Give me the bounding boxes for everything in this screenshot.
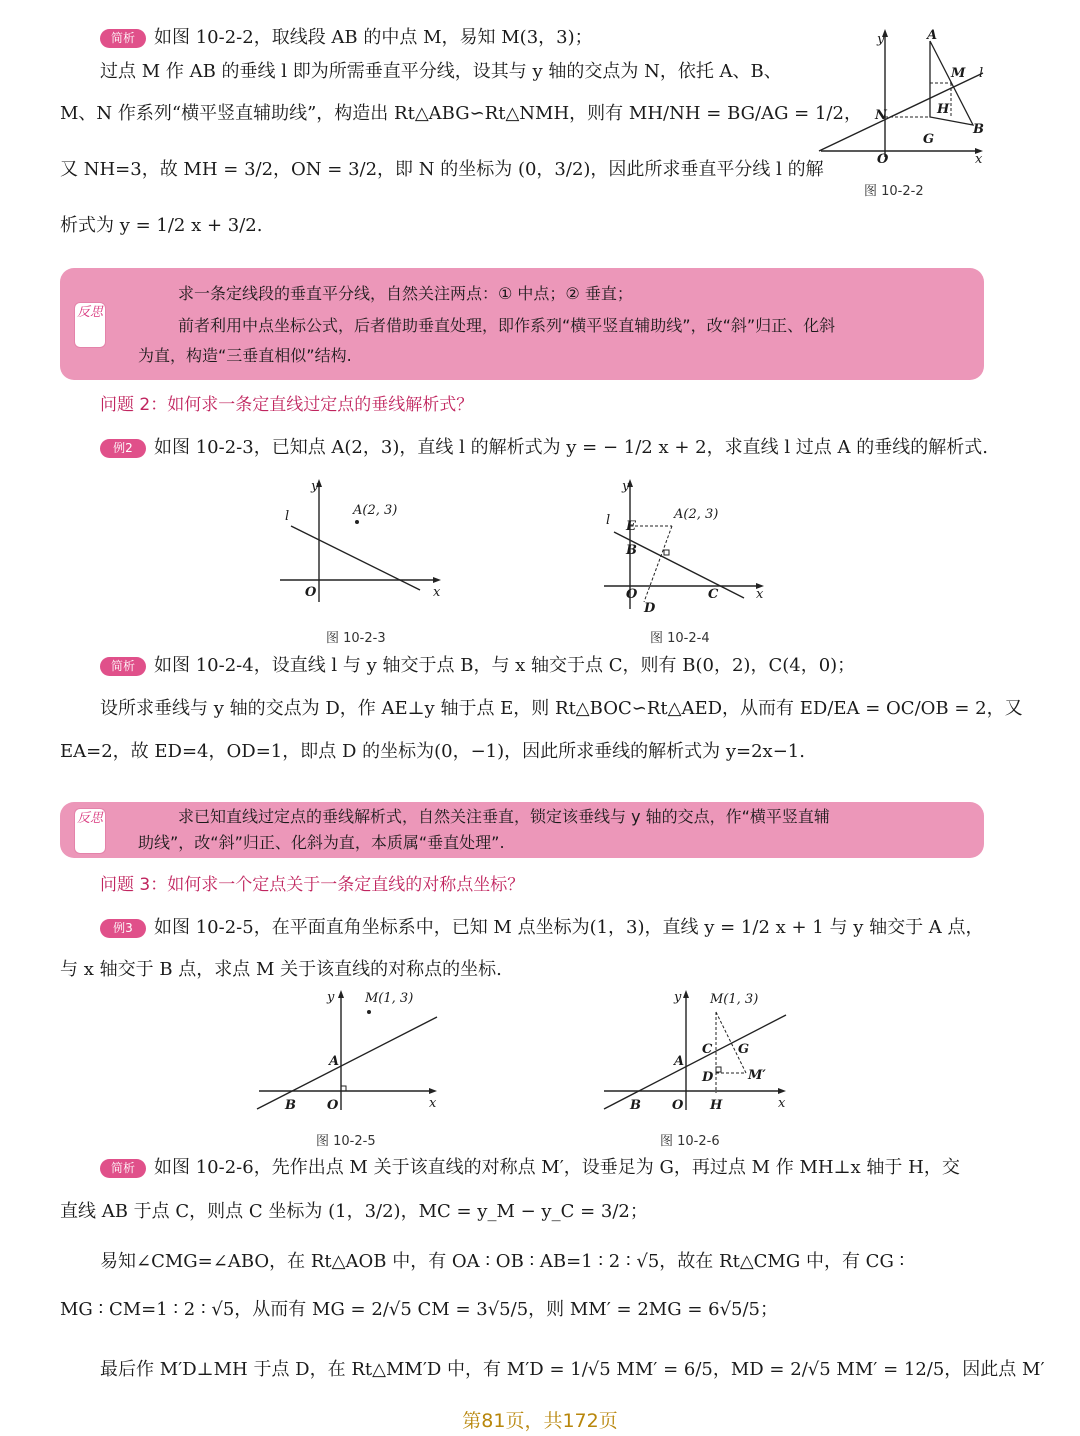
- fig6-label-B: B: [630, 1098, 641, 1113]
- example-3-tag: 例3: [100, 919, 146, 938]
- fig3-label-x: x: [433, 585, 441, 600]
- fig1-label-H: H: [937, 102, 950, 117]
- fig1-label-y: y: [877, 32, 885, 47]
- analysis3-tag: 简析: [100, 1159, 146, 1178]
- fig3-label-y: y: [311, 479, 319, 494]
- fig1-label-l: l: [979, 66, 984, 81]
- question-2: 问题 2：如何求一条定直线过定点的垂线解析式？: [100, 395, 474, 415]
- fig4-label-B: B: [626, 543, 637, 558]
- analysis3-line-1: 简析 如图 10-2-6，先作出点 M 关于该直线的对称点 M′，设垂足为 G，再过点 M 作 MH⊥x 轴于 H，交: [100, 1156, 960, 1180]
- analysis-line-5: 析式为 y = 1/2 x + 3/2.: [60, 215, 263, 236]
- reflection-2-line-2: 助线”，改“斜”归正、化斜为直，本质属“垂直处理”.: [138, 833, 505, 852]
- fig1-label-M: M: [951, 66, 966, 81]
- analysis-line-2: 过点 M 作 AB 的垂线 l 即为所需垂直平分线，设其与 y 轴的交点为 N，依托 A、B、: [100, 61, 782, 82]
- reflection-box-1: [60, 268, 984, 380]
- fig1-label-G: G: [923, 132, 935, 147]
- figure-10-2-5: [255, 985, 445, 1117]
- fig-caption-10-2-3: 图 10-2-3: [326, 631, 386, 646]
- fig-caption-10-2-2: 图 10-2-2: [864, 184, 924, 199]
- fig5-label-B: B: [285, 1098, 296, 1113]
- analysis3-line-4: MG ∶ CM=1 ∶ 2 ∶ √5，从而有 MG = 2/√5 CM = 3√5/5，则 MM′ = 2MG = 6√5/5；: [60, 1299, 779, 1320]
- fig3-label-l: l: [285, 509, 290, 524]
- example-3-line-2: 与 x 轴交于 B 点，求点 M 关于该直线的对称点的坐标.: [60, 959, 502, 980]
- fig5-label-x: x: [429, 1096, 437, 1111]
- fig6-label-A: A: [674, 1054, 685, 1069]
- fig5-label-O: O: [327, 1098, 339, 1113]
- analysis2-line-1: 简析 如图 10-2-4，设直线 l 与 y 轴交于点 B，与 x 轴交于点 C，则有 B(0，2)，C(4，0)；: [100, 654, 855, 678]
- page-indicator: 第81页，共172页: [462, 1410, 618, 1432]
- fig-caption-10-2-6: 图 10-2-6: [660, 1134, 720, 1149]
- fig6-label-G: G: [738, 1042, 750, 1057]
- analysis-tag: 简析: [100, 29, 146, 48]
- analysis-line-4: 又 NH=3，故 MH = 3/2，ON = 3/2，即 N 的坐标为 (0，3/2)，因此所求垂直平分线 l 的解: [60, 159, 824, 180]
- fig3-label-O: O: [305, 585, 317, 600]
- example-2-tag: 例2: [100, 439, 146, 458]
- example-2: 例2 如图 10-2-3，已知点 A(2，3)，直线 l 的解析式为 y = − 1/2 x + 2，求直线 l 过点 A 的垂线的解析式.: [100, 436, 988, 460]
- fig1-label-x: x: [975, 152, 983, 165]
- fig1-label-A: A: [927, 28, 938, 43]
- fig1-label-N: N: [875, 108, 887, 123]
- fig6-label-C: C: [702, 1042, 713, 1057]
- analysis2-tag: 简析: [100, 657, 146, 676]
- analysis-line-1: 简析 如图 10-2-2，取线段 AB 的中点 M，易知 M(3，3)；: [100, 26, 593, 50]
- analysis2-line-2: 设所求垂线与 y 轴的交点为 D，作 AE⊥y 轴于点 E，则 Rt△BOC∽Rt△AED，从而有 ED/EA = OC/OB = 2，又: [100, 698, 1023, 719]
- fig4-label-O: O: [626, 587, 638, 602]
- fig6-label-y: y: [674, 990, 682, 1005]
- reflection-1-line-1: 求一条定线段的垂直平分线，自然关注两点：① 中点；② 垂直；: [178, 284, 633, 303]
- figure-10-2-3: [275, 474, 450, 609]
- fig4-label-D: D: [644, 601, 656, 616]
- fig6-label-x: x: [778, 1096, 786, 1111]
- fig6-label-H: H: [710, 1098, 723, 1113]
- analysis3-line-3: 易知∠CMG=∠ABO，在 Rt△AOB 中，有 OA ∶ OB ∶ AB=1 ∶ 2 ∶ √5，故在 Rt△CMG 中，有 CG ∶: [100, 1251, 905, 1272]
- fig6-label-Mprime: M′: [748, 1068, 766, 1083]
- fig1-label-O: O: [877, 152, 889, 165]
- fig5-label-A: A: [329, 1054, 340, 1069]
- question-3: 问题 3：如何求一个定点关于一条定直线的对称点坐标？: [100, 875, 525, 895]
- figure-10-2-6: [600, 985, 795, 1117]
- reflect-seal-1: 反思: [74, 302, 106, 348]
- reflection-1-line-3: 为直，构造“三垂直相似”结构.: [138, 346, 352, 365]
- fig4-label-C: C: [708, 587, 719, 602]
- fig-caption-10-2-5: 图 10-2-5: [316, 1134, 376, 1149]
- analysis3-line-5: 最后作 M′D⊥MH 于点 D，在 Rt△MM′D 中，有 M′D = 1/√5 MM′ = 6/5，MD = 2/√5 MM′ = 12/5，因此点 M′: [100, 1359, 1045, 1380]
- example-3-line-1: 例3 如图 10-2-5，在平面直角坐标系中，已知 M 点坐标为(1，3)，直线 y = 1/2 x + 1 与 y 轴交于 A 点，: [100, 916, 984, 940]
- fig4-label-y: y: [622, 479, 630, 494]
- fig6-label-M: M(1, 3): [710, 992, 759, 1007]
- reflection-2-line-1: 求已知直线过定点的垂线解析式，自然关注垂直，锁定该垂线与 y 轴的交点，作“横平竖直辅: [178, 807, 830, 826]
- fig4-label-x: x: [756, 587, 764, 602]
- fig5-label-M: M(1, 3): [365, 991, 414, 1006]
- analysis3-line-2: 直线 AB 于点 C，则点 C 坐标为 (1，3/2)，MC = y_M − y_C = 3/2；: [60, 1201, 648, 1222]
- fig4-label-A: A(2, 3): [674, 507, 719, 522]
- reflect-seal-2: 反思: [74, 808, 106, 854]
- analysis2-line-3: EA=2，故 ED=4，OD=1，即点 D 的坐标为(0，−1)，因此所求垂线的解析式为 y=2x−1.: [60, 741, 805, 762]
- reflection-1-line-2: 前者利用中点坐标公式，后者借助垂直处理，即作系列“横平竖直辅助线”，改“斜”归正、化斜: [178, 316, 836, 335]
- fig6-label-D: D: [702, 1070, 714, 1085]
- reflection-box-2: [60, 802, 984, 858]
- analysis-line-3: M、N 作系列“横平竖直辅助线”，构造出 Rt△ABG∽Rt△NMH，则有 MH/NH = BG/AG = 1/2，: [60, 103, 862, 124]
- figure-10-2-2: [815, 25, 995, 165]
- fig1-label-B: B: [973, 122, 984, 137]
- fig4-label-l: l: [606, 513, 611, 528]
- fig-caption-10-2-4: 图 10-2-4: [650, 631, 710, 646]
- fig4-label-E: E: [626, 519, 636, 534]
- fig6-label-O: O: [672, 1098, 684, 1113]
- fig5-label-y: y: [327, 990, 335, 1005]
- figure-10-2-4: [600, 474, 770, 619]
- fig3-label-A: A(2, 3): [353, 503, 398, 518]
